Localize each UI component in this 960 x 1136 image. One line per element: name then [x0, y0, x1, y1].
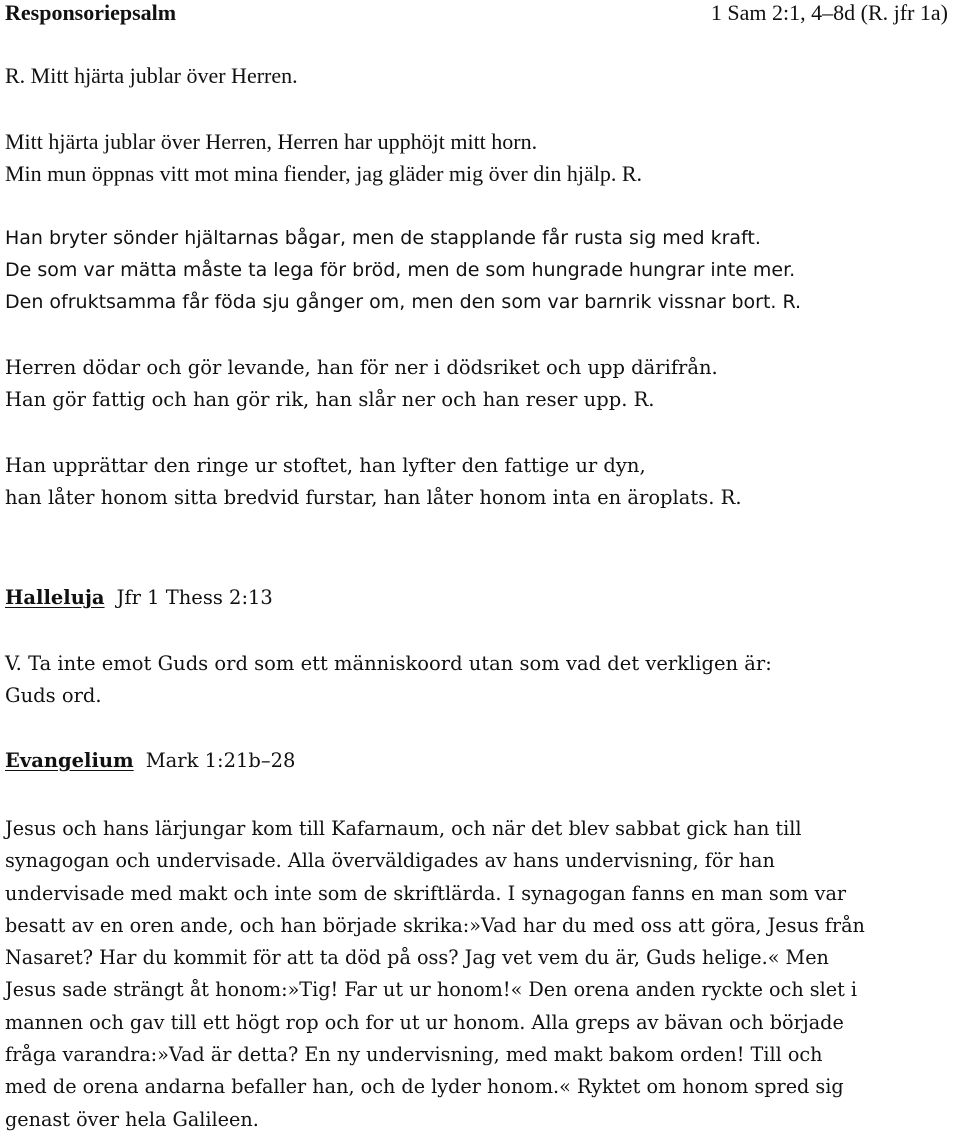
gospel-line: besatt av en oren ande, och han började skrika:»Vad har du med oss att göra, Jesus från [5, 913, 865, 937]
gospel-line: synagogan och undervisade. Alla överväldigades av hans undervisning, för han [5, 849, 775, 873]
psalm-stanza-3-line-1: Herren dödar och gör levande, han för ner i dödsriket och upp därifrån. [5, 356, 718, 379]
gospel-line: undervisade med makt och inte som de skriftlärda. I synagogan fanns en man som var [5, 881, 847, 905]
halleluja-heading [5, 585, 273, 611]
psalm-stanza-3-line-2: Han gör fattig och han gör rik, han slår ner och han reser upp. R. [5, 388, 655, 411]
psalm-stanza-4-line-2: han låter honom sitta bredvid furstar, han låter honom inta en äroplats. R. [5, 486, 742, 509]
psalm-stanza-2-line-2: De som var mätta måste ta lega för bröd, men de som hungrade hungrar inte mer. [5, 259, 796, 281]
gospel-line: med de orena andarna befaller han, och de lyder honom.« Ryktet om honom spred sig [5, 1075, 844, 1099]
psalm-reference: 1 Sam 2:1, 4–8d (R. jfr 1a) [710, 0, 948, 25]
gospel-line: mannen och gav till ett högt rop och for ut ur honom. Alla greps av bävan och började [5, 1010, 844, 1034]
halleluja-verse-line-1: V. Ta inte emot Guds ord som ett människoord utan som vad det verkligen är: [5, 652, 772, 675]
psalm-title: Responsoriepsalm [5, 0, 177, 25]
gospel-line: Jesus och hans lärjungar kom till Kafarnaum, och när det blev sabbat gick han till [5, 817, 802, 840]
halleluja-title: Halleluja [5, 586, 105, 609]
halleluja-reference: Jfr 1 Thess 2:13 [116, 586, 273, 609]
psalm-refrain: R. Mitt hjärta jublar över Herren. [5, 63, 298, 88]
gospel-line: Jesus sade strängt åt honom:»Tig! Far ut ur honom!« Den orena anden ryckte och slet i [5, 978, 858, 1002]
psalm-stanza-1-line-2: Min mun öppnas vitt mot mina fiender, jag gläder mig över din hjälp. R. [5, 161, 643, 186]
psalm-stanza-2-line-1: Han bryter sönder hjältarnas bågar, men de stapplande får rusta sig med kraft. [5, 227, 761, 249]
psalm-stanza-1-line-1: Mitt hjärta jublar över Herren, Herren har upphöjt mitt horn. [5, 129, 538, 154]
gospel-line: genast över hela Galileen. [5, 1107, 259, 1131]
psalm-header [5, 0, 948, 26]
gospel-line: Nasaret? Har du kommit för att ta död på oss? Jag vet vem du är, Guds helige.« Men [5, 946, 829, 970]
halleluja-verse-line-2: Guds ord. [5, 684, 102, 707]
gospel-heading [5, 748, 295, 774]
gospel-line: fråga varandra:»Vad är detta? En ny undervisning, med makt bakom orden! Till och [5, 1043, 823, 1067]
gospel-title: Evangelium [5, 749, 134, 772]
gospel-text [5, 813, 955, 1136]
gospel-reference: Mark 1:21b–28 [145, 749, 296, 772]
psalm-stanza-2-line-3: Den ofruktsamma får föda sju gånger om, men den som var barnrik vissnar bort. R. [5, 291, 802, 313]
psalm-stanza-4-line-1: Han upprättar den ringe ur stoftet, han lyfter den fattige ur dyn, [5, 454, 646, 477]
